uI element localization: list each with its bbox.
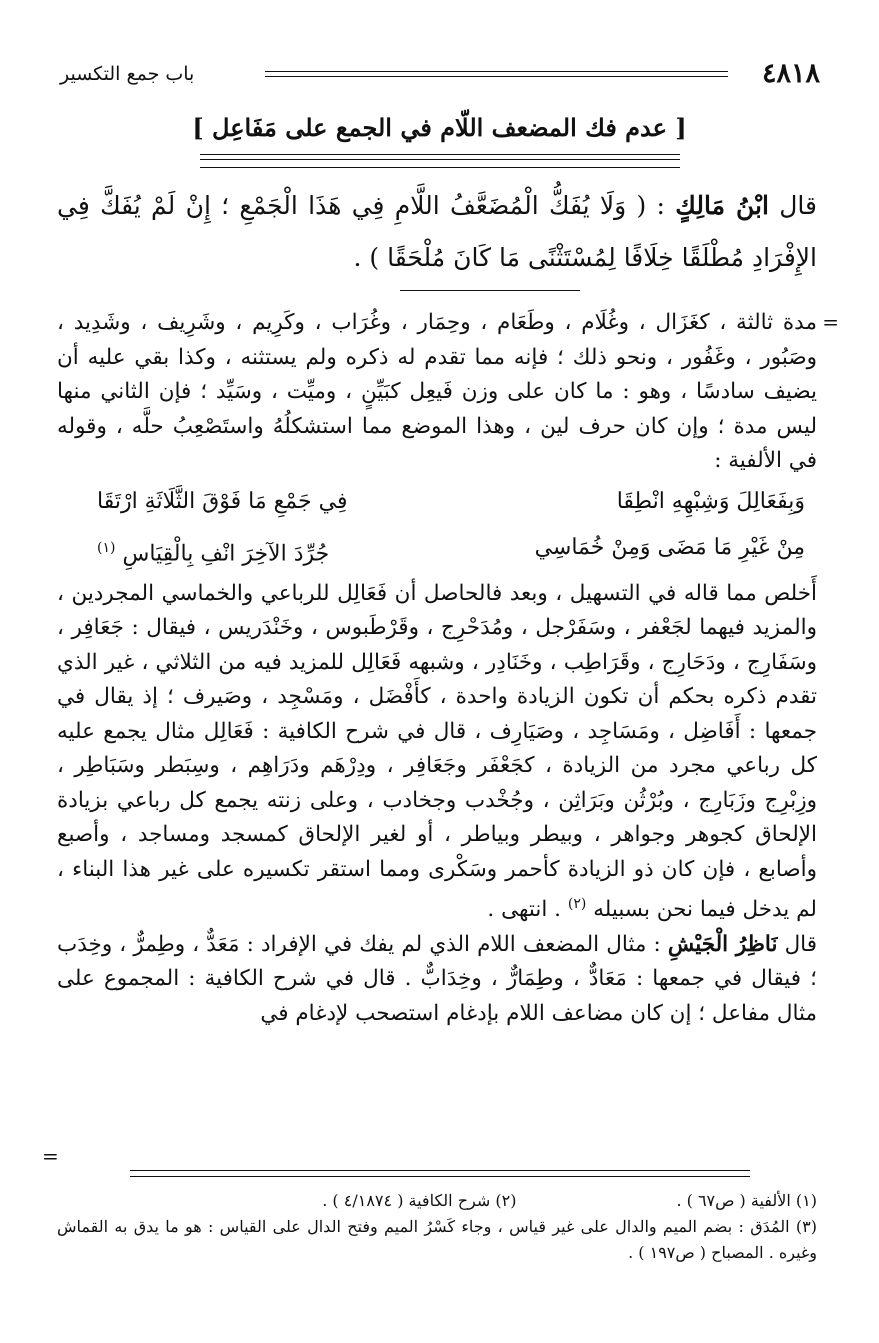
section-heading: [ عدم فك المضعف اللّام في الجمع على مَفَاعِل ] (192, 113, 687, 142)
continuation-mark-bottom: = (42, 1144, 59, 1168)
matn-speaker: قال (779, 191, 817, 220)
matn-text (57, 180, 817, 284)
sharh-paragraph-3 (57, 928, 817, 1032)
page-number: ٤٨١٨ (761, 58, 820, 89)
footnotes (57, 1188, 817, 1266)
sharh-paragraph-2-body: أَخلص مما قاله في التسهيل ، وبعد فالحاصل أن فَعَالِل للرباعي والخماسي المجردين ، والمزيد فيهما لجَعْفر ، وسَفَرْجل ، ومُدَحْرِج ، وقَرْطَبوس ، وخَنْدَريس ، فيقال : جَعَافِر ، وسَفَارِج ، ودَحَارِج ، وقَرَاطِب ، وخَنَادِر ، وشبهه فَعَالِل للمزيد فيه من الثلاثي ، غير الذي تقدم ذكره بحكم أن تكون الزيادة واحدة ، كأَفْضَل ، ومَسْجِد ، وصَيرف ؛ إذ يقال في جمعها : أَفَاضِل ، ومَسَاجِد ، وصَيَارِف ، قال في شرح الكافية : فَعَالِل مثال يجمع عليه كل رباعي مجرد من الزيادة ، كجَعْفَر وجَعَافِر ، ودِرْهَم ودَرَاهِم ، وسِبَطر وسَبَاطِر ، وزِبْرِج وزَبَارِج ، وبُرْثُن وبَرَاثِن ، وجُخْدب وجخادب ، وعلى زنته يجمع كل رباعي بزيادة الإلحاق كجوهر وجواهر ، وبيطر وبياطر ، أو لغير الإلحاق كمسجد ومساجد ، وأصبع وأصابع ، فإن كان ذو الزيادة كأحمر وسَكْرى ومما استقر تكسيره على غير هذا البناء ، لم يدخل فيما نحن بسبيله (57, 580, 817, 923)
verse-2-first-hemistich: مِنْ غَيْرِ مَا مَضَى وَمِنْ خُمَاسِي (534, 534, 805, 560)
matn-author: ابْنُ مَالِكٍ (675, 191, 769, 220)
sharh-paragraph-3-author: نَاظِرُ الْجَيْشِ (667, 931, 778, 957)
sharh-text (57, 306, 817, 1031)
footnote-1: (١) الألفية ( ص٦٧ ) . (676, 1191, 817, 1210)
footnote-3: (٣) المُدَق : بضم الميم والدال على غير قياس ، وجاء كَسْرُ الميم وفتح الدال على القياس : هو ما يدق به القماش وغيره . المصباح ( ص١٩٧ ) . (57, 1217, 817, 1262)
sharh-paragraph-1: مدة ثالثة ، كغَزَال ، وغُلَام ، وطَعَام ، وحِمَار ، وغُرَاب ، وكَرِيم ، وشَرِيف ، وشَدِيد ، وصَبُور ، وغَفُور ، ونحو ذلك ؛ فإنه مما تقدم له ذكره ولم يستثنه ، وكذا بقي عليه أن يضيف سادسًا ، وهو : ما كان على وزن فَيعِل كبَيِّنٍ ، وميِّت ، وسَيِّد ؛ فإن الثاني منها ليس مدة ؛ وإن كان حرف لين ، وهذا الموضع مما استشكلُهُ واستَصْعِبُ حلَّه ، وقوله في الألفية : (57, 310, 817, 473)
verse-line-1 (57, 479, 817, 525)
verse-1-second-hemistich: فِي جَمْعِ مَا فَوْقَ الثَّلَاثَةِ ارْتَقَا (97, 488, 348, 514)
verse-1-first-hemistich: وَبِفَعَالِلَ وَشِبْهِهِ انْطِقَا (616, 488, 805, 514)
footnote-ref-2: (٢) (567, 896, 587, 913)
verse-2-second-hemistich: جُرِّدَ الآخِرَ انْفِ بِالْقِيَاسِ (122, 540, 330, 566)
verse-line-2 (57, 525, 817, 577)
page-header (60, 58, 820, 92)
sharh-paragraph-2 (57, 577, 817, 928)
sharh-paragraph-3-speaker: قال (784, 931, 818, 957)
footnote-ref-1: (١) (97, 539, 116, 556)
matn-body: : ( وَلَا يُفَكُّ الْمُضَعَّفُ اللَّامِ فِي هَذَا الْجَمْعِ ؛ إِنْ لَمْ يُفَكَّ فِي الإِفْرَادِ مُطْلَقًا خِلَافًا لِمُسْتَثْنًى مَا كَانَ مُلْحَقًا ) . (57, 191, 817, 272)
header-rule (265, 71, 728, 77)
heading-rule (200, 154, 680, 168)
continuation-mark-top: = (822, 310, 839, 334)
footnote-row-1 (57, 1188, 817, 1214)
running-title: باب جمع التكسير (60, 63, 195, 85)
sharh-paragraph-3-body: : مثال المضعف اللام الذي لم يفك في الإفراد : مَعَدٌّ ، وطِمرٌّ ، وخِدَب ؛ فيقال في جمعها : مَعَادٌّ ، وطِمَارٌّ ، وخِدَابٌّ . قال في شرح الكافية : المجموع على مثال مفاعل ؛ إن كان مضاعف اللام بإدغام استصحب لإدغام في (57, 931, 817, 1026)
sharh-paragraph-2-end: . انتهى . (487, 897, 562, 923)
footnote-divider (130, 1170, 750, 1177)
matn-divider (400, 290, 580, 291)
footnote-2: (٢) شرح الكافية ( ٤/١٨٧٤ ) . (322, 1191, 517, 1210)
